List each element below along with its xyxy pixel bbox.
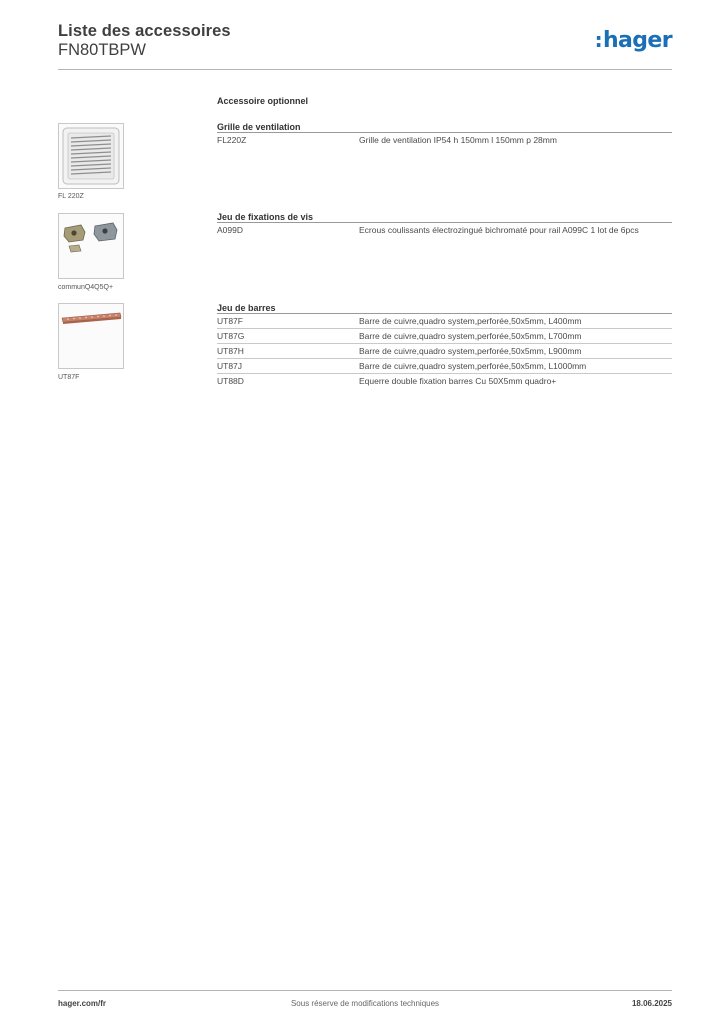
article-description: Barre de cuivre,quadro system,perforée,50x5mm, L900mm [359,346,582,356]
logo-text: hager [602,28,672,53]
table-row [217,344,672,359]
copper-busbar-image [58,303,124,369]
article-description: Barre de cuivre,quadro system,perforée,50x5mm, L400mm [359,316,582,326]
table-row [217,374,672,388]
table-row [217,133,672,147]
article-description: Barre de cuivre,quadro system,perforée,50x5mm, L700mm [359,331,582,341]
table-row [217,359,672,374]
article-reference: UT88D [217,376,244,386]
article-description: Barre de cuivre,quadro system,perforée,50x5mm, L1000mm [359,361,587,371]
ventilation-grille-icon [59,124,123,188]
page-title: Liste des accessoires [58,22,231,40]
thumb-caption: FL 220Z [58,193,84,200]
table-row [217,329,672,344]
ventilation-grille-image [58,123,124,189]
accessory-group-fixings [217,212,672,237]
page-footer [58,990,672,1014]
thumb-caption: communQ4Q5Q+ [58,284,114,291]
section-heading: Accessoire optionnel [217,96,309,106]
accessory-group-ventilation [217,122,672,147]
article-reference: UT87G [217,331,245,341]
hager-logo [595,28,672,53]
product-reference: FN80TBPW [58,41,147,59]
table-row [217,314,672,329]
page-header [58,22,672,70]
footer-notice: Sous réserve de modifications techniques [290,999,440,1008]
article-reference: UT87H [217,346,244,356]
footer-website-link[interactable]: hager.com/fr [58,999,107,1008]
sliding-nuts-image [58,213,124,279]
sliding-nuts-icon [59,214,123,278]
group-title: Grille de ventilation [217,122,672,133]
table-row [217,223,672,237]
footer-date: 18.06.2025 [631,999,672,1008]
article-reference: A099D [217,225,243,235]
article-description: Grille de ventilation IP54 h 150mm l 150mm p 28mm [359,135,557,145]
copper-busbar-icon [59,304,123,368]
article-reference: UT87J [217,361,243,371]
accessory-group-busbars [217,303,672,388]
logo-colon-icon: : [594,28,602,52]
article-reference: FL220Z [217,135,247,145]
article-description: Ecrous coulissants électrozingué bichromaté pour rail A099C 1 lot de 6pcs [359,225,639,235]
thumb-caption: UT87F [58,374,80,381]
article-description: Equerre double fixation barres Cu 50X5mm quadro+ [359,376,557,386]
group-title: Jeu de fixations de vis [217,212,672,223]
group-title: Jeu de barres [217,303,672,314]
article-reference: UT87F [217,316,243,326]
